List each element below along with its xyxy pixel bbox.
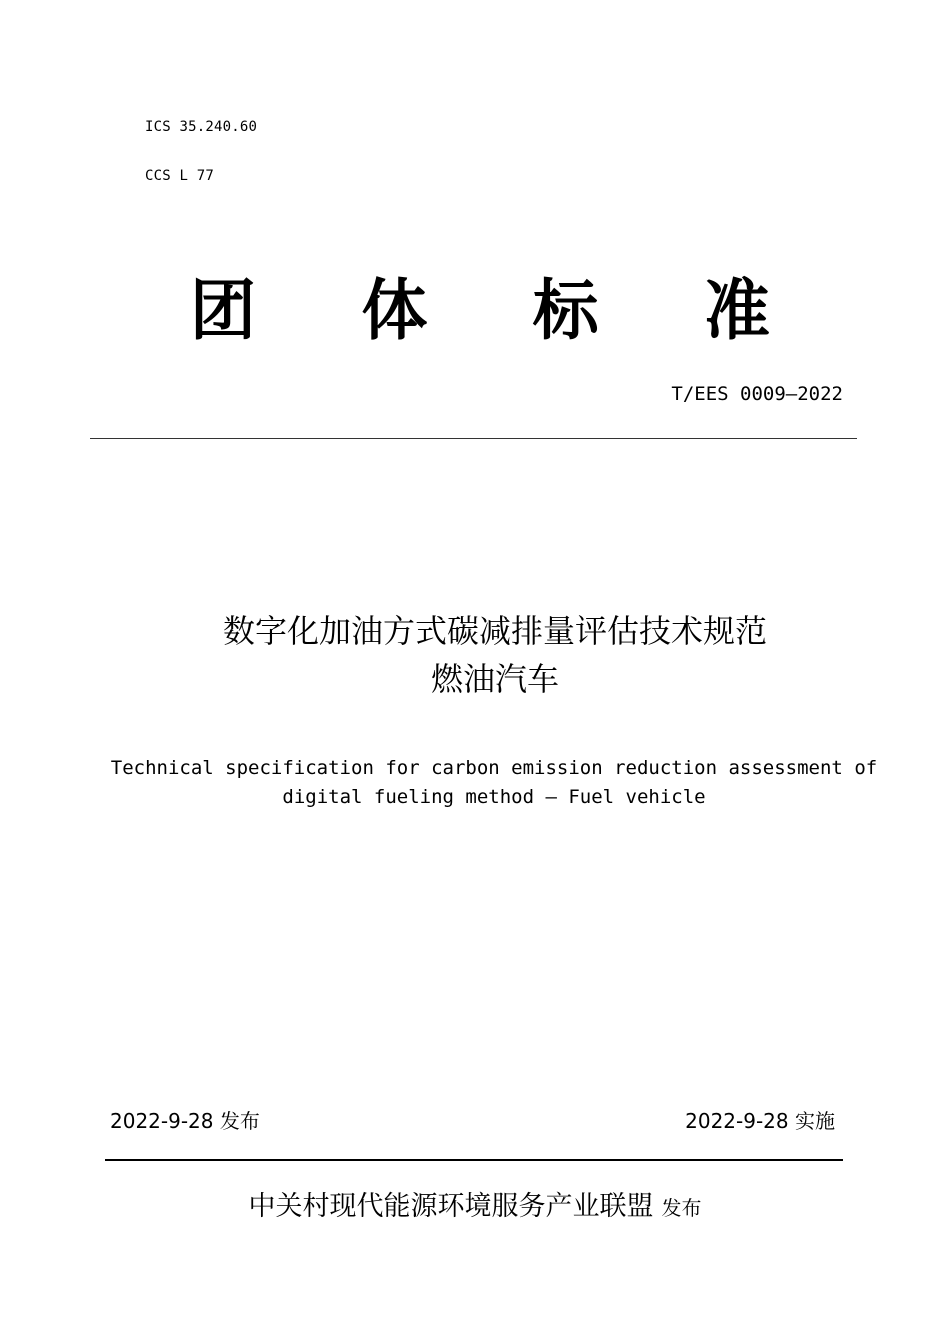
title-english-line2: digital fueling method — Fuel vehicle xyxy=(282,786,706,808)
standard-type-char: 标 xyxy=(532,272,599,349)
title-chinese-line1: 数字化加油方式碳减排量评估技术规范 xyxy=(222,612,767,650)
standard-type-heading xyxy=(190,268,770,354)
publisher xyxy=(0,1187,950,1228)
implement-date: 2022-9-28 实施 xyxy=(685,1109,835,1133)
standard-type-char: 体 xyxy=(361,272,428,349)
standard-type-char: 团 xyxy=(190,272,256,349)
standard-number: T/EES 0009—2022 xyxy=(671,383,843,405)
title-chinese xyxy=(0,607,950,703)
bottom-divider xyxy=(105,1159,843,1161)
standard-type-char: 准 xyxy=(703,272,770,349)
title-english-line1: Technical specification for carbon emission reduction assessment of xyxy=(110,757,878,779)
title-english xyxy=(90,754,898,812)
title-chinese-line2: 燃油汽车 xyxy=(430,660,559,698)
publisher-name: 中关村现代能源环境服务产业联盟 xyxy=(248,1191,654,1222)
publisher-suffix: 发布 xyxy=(661,1196,702,1220)
publish-date: 2022-9-28 发布 xyxy=(110,1109,260,1133)
ccs-code: CCS L 77 xyxy=(145,168,215,184)
top-divider xyxy=(90,438,857,439)
ics-code: ICS 35.240.60 xyxy=(145,119,258,135)
